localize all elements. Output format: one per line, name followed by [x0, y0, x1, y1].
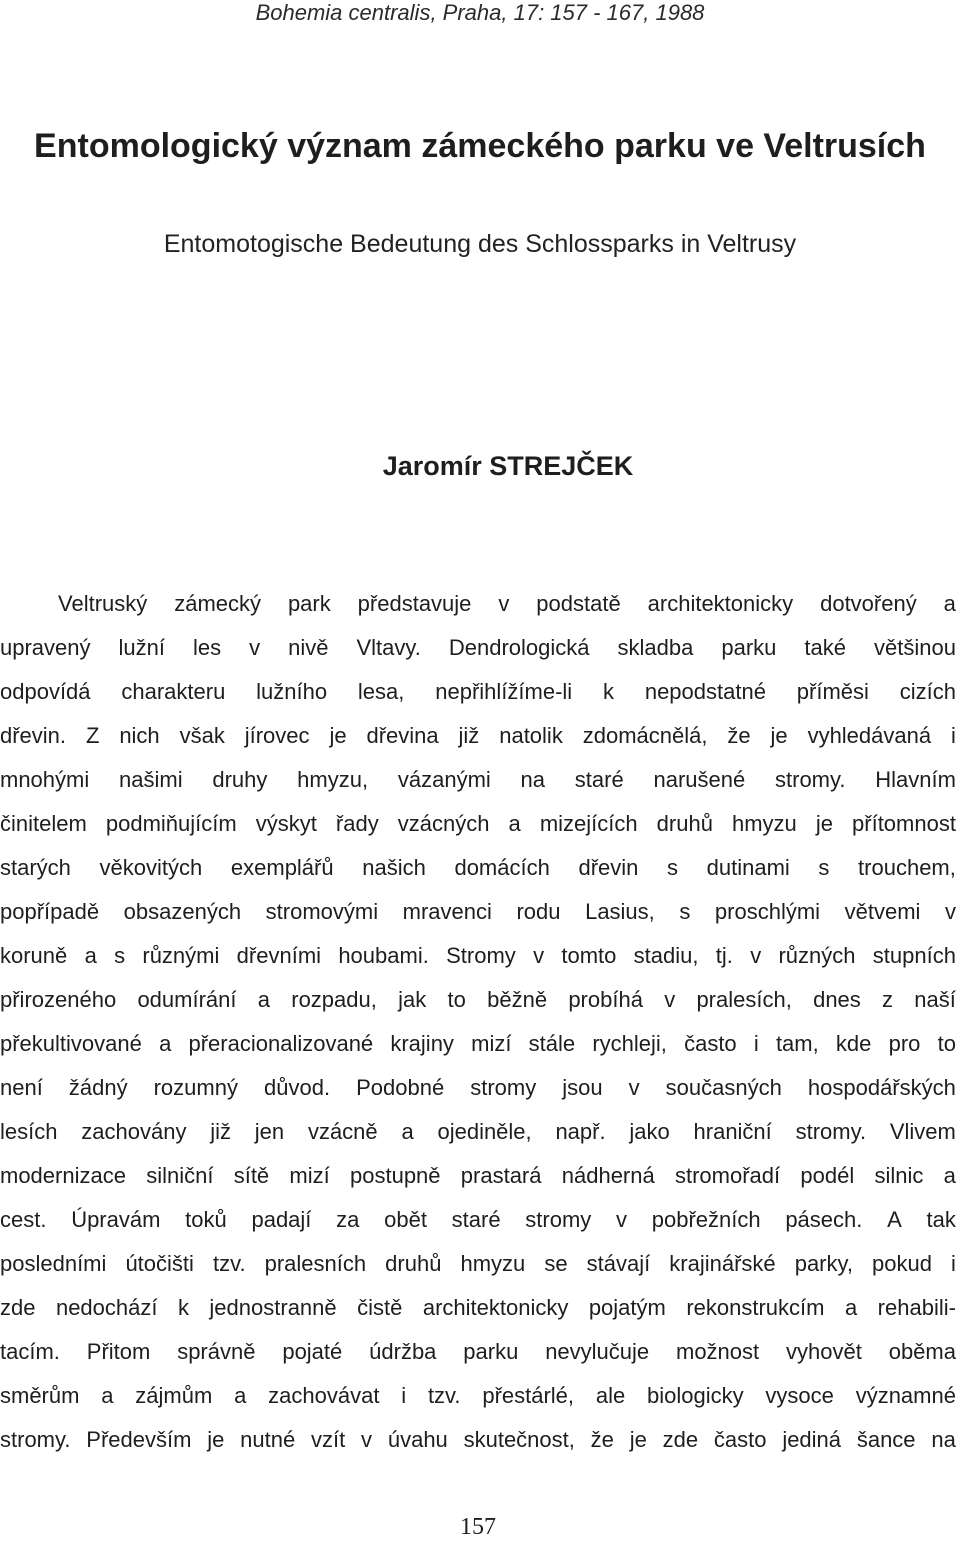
body-line: přirozeného odumírání a rozpadu, jak to běžně probíhá v pralesích, dnes z naší — [0, 987, 956, 1012]
body-line: mnohými našimi druhy hmyzu, vázanými na staré narušené stromy. Hlavním — [0, 767, 956, 792]
page-number: 157 — [460, 1514, 496, 1540]
body-line: činitelem podmiňujícím výskyt řady vzácných a mizejících druhů hmyzu je přítomnost — [0, 811, 956, 836]
body-line: směrům a zájmům a zachovávat i tzv. přestárlé, ale biologicky vysoce významné — [0, 1383, 956, 1408]
body-line: popřípadě obsazených stromovými mravenci rodu Lasius, s proschlými větvemi v — [0, 899, 956, 924]
article-author: Jaromír STREJČEK — [382, 451, 634, 481]
body-line: dřevin. Z nich však jírovec je dřevina již natolik zdomácnělá, že je vyhledávaná i — [0, 723, 956, 748]
article-title: Entomologický význam zámeckého parku ve Veltrusích — [34, 127, 926, 165]
journal-citation: Bohemia centralis, Praha, 17: 157 - 167, 1988 — [255, 0, 705, 25]
body-line: modernizace silniční sítě mizí postupně prastará nádherná stromořadí podél silnic a — [0, 1163, 956, 1188]
body-line: zde nedochází k jednostranně čistě architektonicky pojatým rekonstrukcím a rehabili- — [0, 1295, 956, 1320]
body-text — [0, 582, 956, 1462]
body-line: starých věkovitých exemplářů našich domácích dřevin s dutinami s trouchem, — [0, 855, 956, 880]
body-line: odpovídá charakteru lužního lesa, nepřihlížíme-li k nepodstatné příměsi cizích — [0, 679, 956, 704]
body-line: posledními útočišti tzv. pralesních druhů hmyzu se stávají krajinářské parky, pokud i — [0, 1251, 956, 1276]
body-line: lesích zachovány již jen vzácně a ojediněle, např. jako hraniční stromy. Vlivem — [0, 1119, 956, 1144]
body-line: koruně a s různými dřevními houbami. Stromy v tomto stadiu, tj. v různých stupních — [0, 943, 956, 968]
body-line: upravený lužní les v nivě Vltavy. Dendrologická skladba parku také většinou — [0, 635, 956, 660]
body-line: tacím. Přitom správně pojaté údržba parku nevylučuje možnost vyhovět oběma — [0, 1339, 956, 1364]
article-subtitle: Entomotogische Bedeutung des Schlossparks in Veltrusy — [163, 230, 797, 258]
body-line: stromy. Především je nutné vzít v úvahu skutečnost, že je zde často jediná šance na — [0, 1427, 956, 1452]
body-line: cest. Úpravám toků padají za obět staré stromy v pobřežních pásech. A tak — [0, 1207, 956, 1232]
body-line: Veltruský zámecký park představuje v podstatě architektonicky dotvořený a — [58, 591, 956, 616]
body-line: není žádný rozumný důvod. Podobné stromy jsou v současných hospodářských — [0, 1075, 956, 1100]
body-line: překultivované a přeracionalizované krajiny mizí stále rychleji, často i tam, kde pro to — [0, 1031, 956, 1056]
